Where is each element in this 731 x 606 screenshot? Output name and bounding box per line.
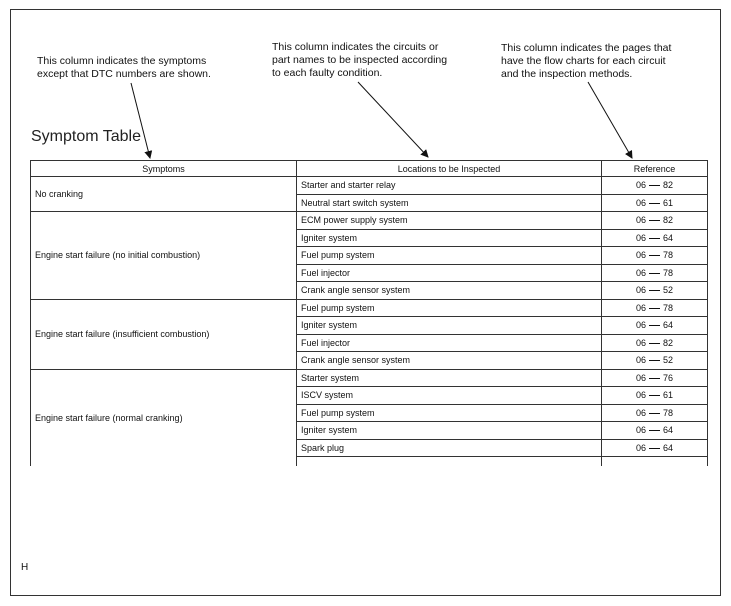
reference-page: 64	[663, 442, 674, 453]
reference-section: 06	[635, 215, 646, 226]
location-cell: ISCV system	[297, 387, 602, 405]
reference-section: 06	[635, 355, 646, 366]
dash-separator	[649, 273, 660, 274]
reference-section: 06	[635, 425, 646, 436]
reference-page: 78	[663, 407, 674, 418]
dash-separator	[649, 290, 660, 291]
reference-cell	[602, 404, 708, 422]
reference-cell	[602, 212, 708, 230]
reference-section: 06	[635, 232, 646, 243]
arrow-locations	[358, 82, 428, 157]
reference-page: 82	[663, 180, 674, 191]
location-cell: Starter and starter relay	[297, 177, 602, 195]
reference-cell	[602, 177, 708, 195]
reference-section: 06	[635, 337, 646, 348]
reference-cell	[602, 352, 708, 370]
location-cell: Fuel injector	[297, 264, 602, 282]
reference-cell	[602, 264, 708, 282]
location-cell: Fuel pump system	[297, 299, 602, 317]
reference-section: 06	[635, 302, 646, 313]
location-cell: Spark plug	[297, 439, 602, 457]
dash-separator	[649, 343, 660, 344]
reference-page: 64	[663, 425, 674, 436]
callout-locations: This column indicates the circuits or part names to be inspected according to each faulty condition.	[272, 41, 448, 79]
location-cell-blank	[297, 457, 602, 467]
symptom-table	[30, 160, 708, 466]
header-locations: Locations to be Inspected	[297, 161, 602, 177]
reference-cell	[602, 439, 708, 457]
reference-section: 06	[635, 250, 646, 261]
reference-page: 52	[663, 355, 674, 366]
reference-page: 78	[663, 250, 674, 261]
reference-page: 76	[663, 372, 674, 383]
reference-cell	[602, 422, 708, 440]
dash-separator	[649, 308, 660, 309]
location-cell: Igniter system	[297, 229, 602, 247]
dash-separator	[649, 448, 660, 449]
reference-page: 78	[663, 267, 674, 278]
reference-cell	[602, 247, 708, 265]
dash-separator	[649, 395, 660, 396]
table-row	[31, 299, 708, 317]
reference-page: 61	[663, 197, 674, 208]
location-cell: Starter system	[297, 369, 602, 387]
reference-cell	[602, 299, 708, 317]
dash-separator	[649, 185, 660, 186]
reference-page: 52	[663, 285, 674, 296]
reference-page: 64	[663, 320, 674, 331]
dash-separator	[649, 413, 660, 414]
reference-page: 64	[663, 232, 674, 243]
dash-separator	[649, 378, 660, 379]
table-row	[31, 212, 708, 230]
location-cell: Fuel injector	[297, 334, 602, 352]
symptom-cell: Engine start failure (insufficient combustion)	[31, 299, 297, 369]
dash-separator	[649, 325, 660, 326]
reference-section: 06	[635, 180, 646, 191]
footer-mark: H	[21, 562, 29, 573]
symptom-cell: Engine start failure (no initial combustion)	[31, 212, 297, 300]
location-cell: Igniter system	[297, 317, 602, 335]
location-cell: Igniter system	[297, 422, 602, 440]
callout-symptoms: This column indicates the symptoms except that DTC numbers are shown.	[37, 55, 211, 80]
reference-cell	[602, 317, 708, 335]
reference-section: 06	[635, 407, 646, 418]
reference-cell-blank	[602, 457, 708, 467]
reference-section: 06	[635, 390, 646, 401]
location-cell: Crank angle sensor system	[297, 352, 602, 370]
table-row	[31, 369, 708, 387]
reference-section: 06	[635, 285, 646, 296]
callout-reference: This column indicates the pages that have the flow charts for each circuit and the inspection methods.	[501, 42, 672, 80]
reference-section: 06	[635, 267, 646, 278]
reference-cell	[602, 229, 708, 247]
location-cell: Fuel pump system	[297, 404, 602, 422]
dash-separator	[649, 238, 660, 239]
location-cell: Crank angle sensor system	[297, 282, 602, 300]
reference-section: 06	[635, 197, 646, 208]
reference-section: 06	[635, 442, 646, 453]
table-header-row	[31, 161, 708, 177]
reference-cell	[602, 334, 708, 352]
dash-separator	[649, 430, 660, 431]
dash-separator	[649, 203, 660, 204]
reference-section: 06	[635, 320, 646, 331]
reference-page: 82	[663, 215, 674, 226]
table-body	[31, 177, 708, 467]
reference-page: 61	[663, 390, 674, 401]
dash-separator	[649, 220, 660, 221]
reference-cell	[602, 194, 708, 212]
reference-cell	[602, 282, 708, 300]
arrow-reference	[588, 82, 632, 158]
reference-page: 78	[663, 302, 674, 313]
header-symptoms: Symptoms	[31, 161, 297, 177]
location-cell: ECM power supply system	[297, 212, 602, 230]
location-cell: Neutral start switch system	[297, 194, 602, 212]
reference-cell	[602, 387, 708, 405]
arrow-symptoms	[131, 83, 150, 158]
location-cell: Fuel pump system	[297, 247, 602, 265]
symptom-cell: Engine start failure (normal cranking)	[31, 369, 297, 466]
reference-section: 06	[635, 372, 646, 383]
symptom-cell: No cranking	[31, 177, 297, 212]
dash-separator	[649, 255, 660, 256]
reference-page: 82	[663, 337, 674, 348]
header-reference: Reference	[602, 161, 708, 177]
dash-separator	[649, 360, 660, 361]
page-title: Symptom Table	[31, 128, 141, 145]
reference-cell	[602, 369, 708, 387]
table-row	[31, 177, 708, 195]
